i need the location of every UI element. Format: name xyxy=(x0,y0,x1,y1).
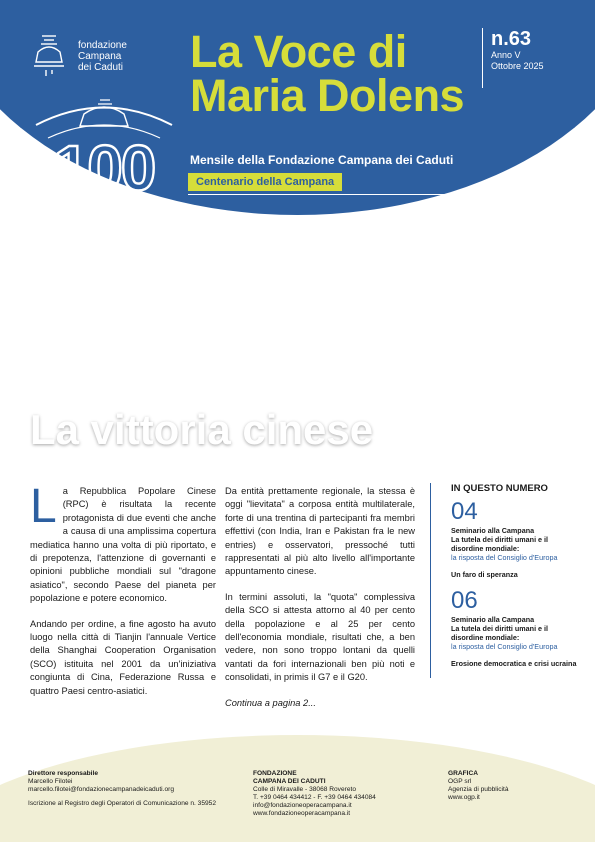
entry-extra: Erosione democratica e crisi ucraina xyxy=(451,659,577,668)
director-email[interactable]: marcello.filotei@fondazionecampanadeicaduti.org xyxy=(28,786,174,793)
hero-headline: La vittoria cinese xyxy=(30,406,374,453)
entry-topic: la risposta del Consiglio d'Europa xyxy=(451,553,558,562)
title-line-1: La Voce di xyxy=(190,26,407,77)
cloud xyxy=(20,290,220,360)
entry-extra: Un faro di speranza xyxy=(451,570,518,579)
centenary-badge: Centenario della Campana xyxy=(188,173,342,191)
sidebar-entry[interactable] xyxy=(451,500,580,579)
page-number: 04 xyxy=(451,498,478,525)
director-label: Direttore responsabile xyxy=(28,770,98,777)
director-name: Marcello Filotei xyxy=(28,778,73,785)
paragraph-text: a Repubblica Popolare Cinese (RPC) è risultata la recente protagonista di due eventi che anche a causa di una amplissima copertura mediatica hanno una volta di più riportato, e di prepotenza, l'attenzione di governanti e opinioni pubbliche mondiali sul "dragone asiatico", secondo Paese del pianeta per popolazione e potere economico. xyxy=(30,486,216,604)
china-flag-icon xyxy=(296,242,420,346)
issue-info xyxy=(482,28,562,88)
foundation-line: fondazione xyxy=(78,40,127,51)
graphics-desc: Agenzia di pubblicità xyxy=(448,786,509,793)
india-flag-icon xyxy=(163,242,290,342)
in-this-issue-sidebar xyxy=(430,483,580,678)
org-phone: T. +39 0464 434412 - F. +39 0464 434084 xyxy=(253,794,376,801)
footer xyxy=(0,735,595,842)
foundation-line: dei Caduti xyxy=(78,62,124,73)
article-paragraph: In termini assoluti, la "quota" complessiva della SCO si attesta attorno al 40 per cento della popolazione e al 25 per cento dell'economia mondiale, risultati che, a ben vedere, non sono troppo lontani da quelli vantati da fori internazionali ben più noti e consolidati, in primis il G7 e il G20. xyxy=(225,591,415,683)
entry-title: La tutela dei diritti umani e il disordine mondiale: xyxy=(451,624,549,642)
graphics-label: GRAFICA xyxy=(448,770,479,777)
graphics-company: OGP srl xyxy=(448,778,472,785)
entry-topic: la risposta del Consiglio d'Europa xyxy=(451,642,558,651)
article-paragraph xyxy=(30,480,216,606)
graphics-website[interactable]: www.ogp.it xyxy=(448,794,480,801)
newspaper-title xyxy=(190,26,465,121)
org-name: FONDAZIONE xyxy=(253,770,297,777)
article-paragraph: Andando per ordine, a fine agosto ha avuto luogo nella città di Tianjin l'annuale Vertice della Shanghai Cooperation Organisation (SCO) istituita nel 2001 da un'iniziativa congiunta di Cina, Federazione Russa e quattro Paesi centro-asiatici. xyxy=(30,618,216,696)
page-number: 06 xyxy=(451,587,478,614)
masthead-header xyxy=(0,0,595,215)
russia-flag-icon xyxy=(419,242,570,336)
org-name: CAMPANA DEI CADUTI xyxy=(253,778,326,785)
article-column-1 xyxy=(30,480,216,710)
cloud xyxy=(380,280,595,360)
masthead-subtitle: Mensile della Fondazione Campana dei Caduti xyxy=(190,153,454,167)
sidebar-entry[interactable] xyxy=(451,589,580,668)
issue-date: Ottobre 2025 xyxy=(491,61,544,71)
footer-publisher xyxy=(253,770,433,818)
continue-link[interactable]: Continua a pagina 2... xyxy=(225,697,316,708)
org-address: Colle di Miravalle - 38068 Rovereto xyxy=(253,786,356,793)
register-info: Iscrizione al Registro degli Operatori di Comunicazione n. 35952 xyxy=(28,800,217,807)
issue-number: n.63 xyxy=(491,28,532,50)
org-email[interactable]: info@fondazioneoperacampana.it xyxy=(253,802,352,809)
bell-logo-icon xyxy=(32,30,66,78)
issue-year: Anno V xyxy=(491,50,521,60)
entry-title: La tutela dei diritti umani e il disordine mondiale: xyxy=(451,535,549,553)
entry-section: Seminario alla Campana xyxy=(451,526,535,535)
foundation-name xyxy=(78,40,127,73)
article-paragraph: Da entità prettamente regionale, la stessa è oggi "lievitata" a corposa entità multilaterale, forte di una trentina di partecipanti fra membri effettivi (con India, Iran e Pakistan fra le new entries) e osservatori, pressoché tutti rappresentati al più alto livello all'importante appuntamento cinese. xyxy=(225,486,415,577)
drop-cap: L xyxy=(30,480,57,533)
entry-section: Seminario alla Campana xyxy=(451,615,535,624)
foundation-line: Campana xyxy=(78,51,122,62)
centenary-100-logo xyxy=(28,90,180,200)
title-line-2: Maria Dolens xyxy=(190,70,465,121)
divider xyxy=(188,194,474,195)
photo-credit: ©wildpixel xyxy=(574,363,581,395)
footer-graphics xyxy=(448,770,568,802)
article-column-2 xyxy=(225,485,415,722)
sidebar-heading: IN QUESTO NUMERO xyxy=(451,483,548,494)
logo-number: 100 xyxy=(53,132,155,200)
footer-editorial xyxy=(28,770,228,808)
org-website[interactable]: www.fondazioneoperacampana.it xyxy=(253,810,351,817)
